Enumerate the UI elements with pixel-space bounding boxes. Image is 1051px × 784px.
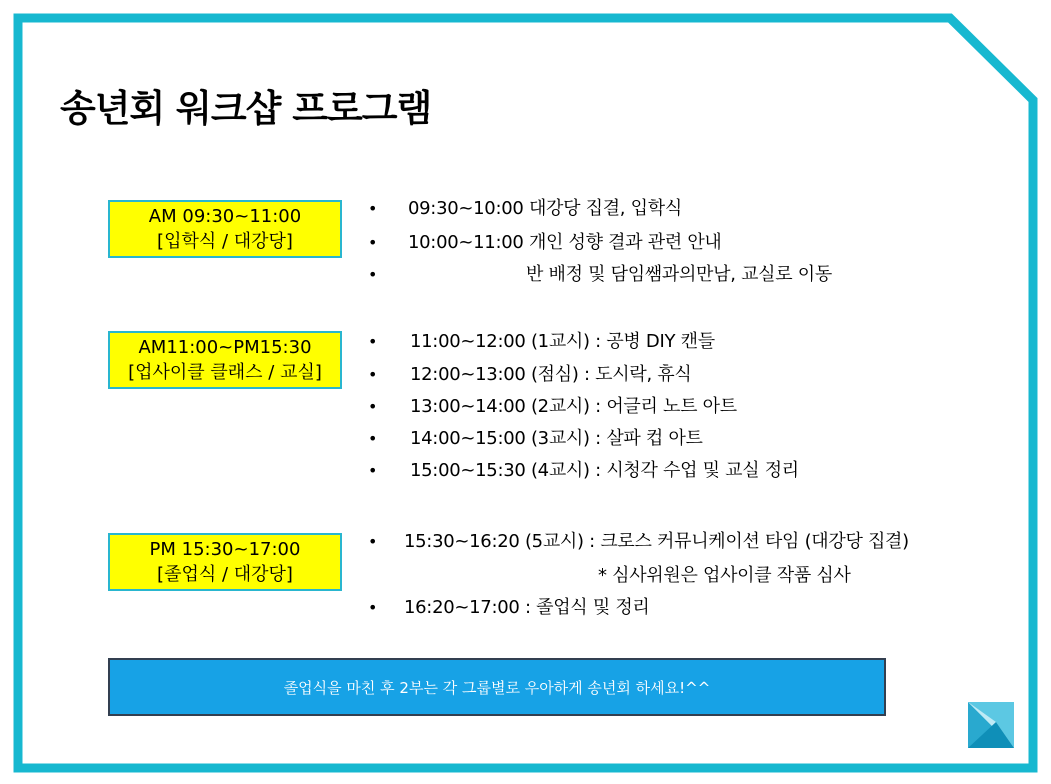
schedule-item: 12:00~13:00 (점심) : 도시락, 휴식 (410, 364, 692, 385)
schedule-item: 15:00~15:30 (4교시) : 시청각 수업 및 교실 정리 (410, 460, 799, 481)
triangle-logo-icon (966, 700, 1016, 750)
schedule-item: 10:00~11:00 개인 성향 결과 관련 안내 (408, 232, 722, 253)
closing-banner (108, 658, 886, 716)
banner-text: 졸업식을 마친 후 2부는 각 그룹별로 우아하게 송년회 하세요!^^ (283, 678, 711, 697)
bullet: • (368, 265, 378, 284)
session-time: PM 15:30~17:00 (149, 539, 301, 560)
bullet: • (368, 332, 378, 351)
schedule-item: 09:30~10:00 대강당 집결, 입학식 (408, 198, 682, 219)
session-time-box-class (108, 331, 342, 389)
schedule-item: 16:20~17:00 : 졸업식 및 정리 (404, 597, 650, 618)
bullet: • (368, 598, 378, 617)
schedule-item: 15:30~16:20 (5교시) : 크로스 커뮤니케이션 타임 (대강당 집결) (404, 531, 909, 552)
page-title: 송년회 워크샵 프로그램 (60, 87, 432, 130)
session-time-box-afternoon (108, 533, 342, 591)
bullet: • (368, 233, 378, 252)
schedule-item: 반 배정 및 담임쌤과의만남, 교실로 이동 (526, 264, 832, 285)
bullet: • (368, 461, 378, 480)
session-place: [입학식 / 대강당] (157, 231, 293, 252)
session-place: [졸업식 / 대강당] (157, 564, 293, 585)
session-time-box-morning (108, 200, 342, 258)
schedule-item: 11:00~12:00 (1교시) : 공병 DIY 캔들 (410, 331, 715, 352)
bullet: • (368, 397, 378, 416)
bullet: • (368, 199, 378, 218)
bullet: • (368, 532, 378, 551)
bullet: • (368, 429, 378, 448)
schedule-note: * 심사위원은 업사이클 작품 심사 (598, 565, 851, 586)
session-time: AM 09:30~11:00 (148, 206, 302, 227)
schedule-item: 14:00~15:00 (3교시) : 살파 컵 아트 (410, 428, 703, 449)
schedule-item: 13:00~14:00 (2교시) : 어글리 노트 아트 (410, 396, 737, 417)
session-place: [업사이클 클래스 / 교실] (128, 362, 322, 383)
session-time: AM11:00~PM15:30 (138, 337, 312, 358)
bullet: • (368, 365, 378, 384)
